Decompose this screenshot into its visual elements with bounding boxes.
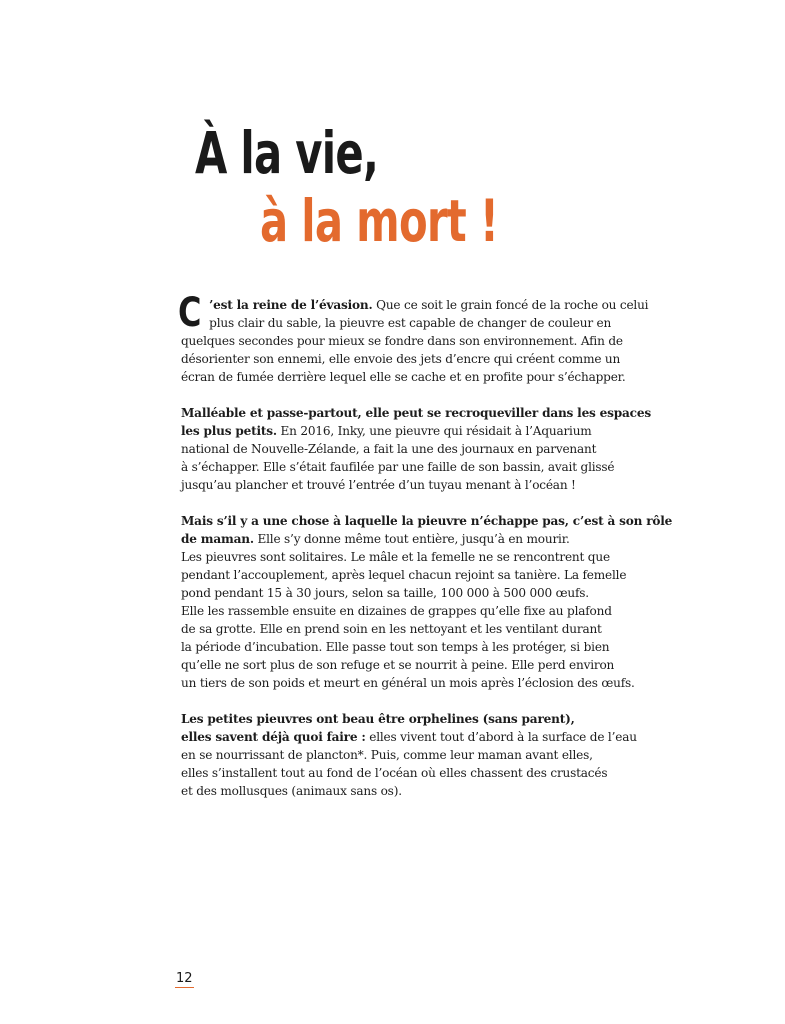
text-line — [181, 584, 621, 602]
title-line-2: à la mort ! — [260, 187, 499, 255]
body-line-text: à s’échapper. Elle s’était faufilée par une faille de son bassin, avait glissé — [181, 460, 615, 474]
bold-lead-text: ’est la reine de l’évasion. — [209, 298, 373, 312]
text-line — [181, 656, 621, 674]
text-line — [181, 602, 621, 620]
body-line-text: plus clair du sable, la pieuvre est capable de changer de couleur en — [209, 316, 612, 330]
body-line-text: elles vivent tout d’abord à la surface de l’eau — [365, 730, 637, 744]
text-line — [181, 710, 621, 728]
body-line-text: Les pieuvres sont solitaires. Le mâle et la femelle ne se rencontrent que — [181, 550, 610, 564]
text-line — [181, 566, 627, 584]
body-line-text: en se nourrissant de plancton*. Puis, comme leur maman avant elles, — [181, 748, 593, 762]
text-line — [181, 512, 673, 530]
paragraph — [178, 290, 649, 386]
text-line — [181, 458, 621, 476]
paragraph — [181, 710, 637, 800]
body-line-text: de sa grotte. Elle en prend soin en les nettoyant et les ventilant durant — [181, 622, 602, 636]
bold-lead-text: Mais s’il y a une chose à laquelle la pieuvre n’échappe pas, c’est à son rôle — [181, 514, 673, 528]
bold-lead-text: Les petites pieuvres ont beau être orphelines (sans parent), — [181, 712, 575, 726]
body-line-text: la période d’incubation. Elle passe tout son temps à les protéger, si bien — [181, 640, 610, 654]
body-line-text: pendant l’accouplement, après lequel chacun rejoint sa tanière. La femelle — [181, 568, 627, 582]
bold-lead-text: Malléable et passe-partout, elle peut se recroqueviller dans les espaces — [181, 406, 651, 420]
text-line — [181, 368, 626, 386]
text-line — [181, 404, 651, 422]
body-line-text: qu’elle ne sort plus de son refuge et se nourrit à peine. Elle perd environ — [181, 658, 615, 672]
body-line-text: En 2016, Inky, une pieuvre qui résidait à l’Aquarium — [276, 424, 592, 438]
text-line — [181, 746, 621, 764]
paragraph — [181, 512, 673, 692]
text-line — [181, 764, 621, 782]
bold-lead-text: elles savent déjà quoi faire : — [181, 730, 366, 744]
body-line-text: et des mollusques (animaux sans os). — [181, 784, 402, 798]
body-line-text: Elle les rassemble ensuite en dizaines de grappes qu’elle fixe au plafond — [181, 604, 612, 618]
text-line — [181, 782, 621, 800]
text-line — [181, 728, 637, 746]
body-line-text: jusqu’au plancher et trouvé l’entrée d’un tuyau menant à l’océan ! — [181, 478, 576, 492]
bold-lead-text: les plus petits. — [181, 424, 277, 438]
body-line-text: pond pendant 15 à 30 jours, selon sa taille, 100 000 à 500 000 œufs. — [181, 586, 589, 600]
body-line-text: elles s’installent tout au fond de l’océan où elles chassent des crustacés — [181, 766, 608, 780]
text-line — [181, 332, 621, 350]
body-line-text: écran de fumée derrière lequel elle se cache et en profite pour s’échapper. — [181, 370, 626, 384]
body-line-text: un tiers de son poids et meurt en général un mois après l’éclosion des œufs. — [181, 676, 635, 690]
text-line — [181, 530, 621, 548]
body-text — [178, 290, 673, 818]
title-line-1: À la vie, — [195, 119, 379, 187]
text-line — [181, 620, 621, 638]
text-line — [181, 674, 635, 692]
body-line-text: Elle s’y donne même tout entière, jusqu’à en mourir. — [253, 532, 570, 546]
body-line-text: national de Nouvelle-Zélande, a fait la une des journaux en parvenant — [181, 442, 597, 456]
text-line — [181, 476, 621, 494]
drop-cap: C — [178, 290, 202, 336]
bold-lead-text: de maman. — [181, 532, 254, 546]
body-line-text: quelques secondes pour mieux se fondre dans son environnement. Afin de — [181, 334, 623, 348]
text-line — [181, 638, 621, 656]
text-line — [181, 548, 621, 566]
text-line — [181, 350, 621, 368]
body-line-text: désorienter son ennemi, elle envoie des jets d’encre qui créent comme un — [181, 352, 621, 366]
paragraph — [181, 404, 651, 494]
text-line — [181, 422, 621, 440]
body-line-text: Que ce soit le grain foncé de la roche ou celui — [372, 298, 649, 312]
text-line — [181, 314, 621, 332]
text-line — [181, 440, 621, 458]
page-number: 12 — [176, 971, 193, 986]
text-line — [181, 296, 649, 314]
